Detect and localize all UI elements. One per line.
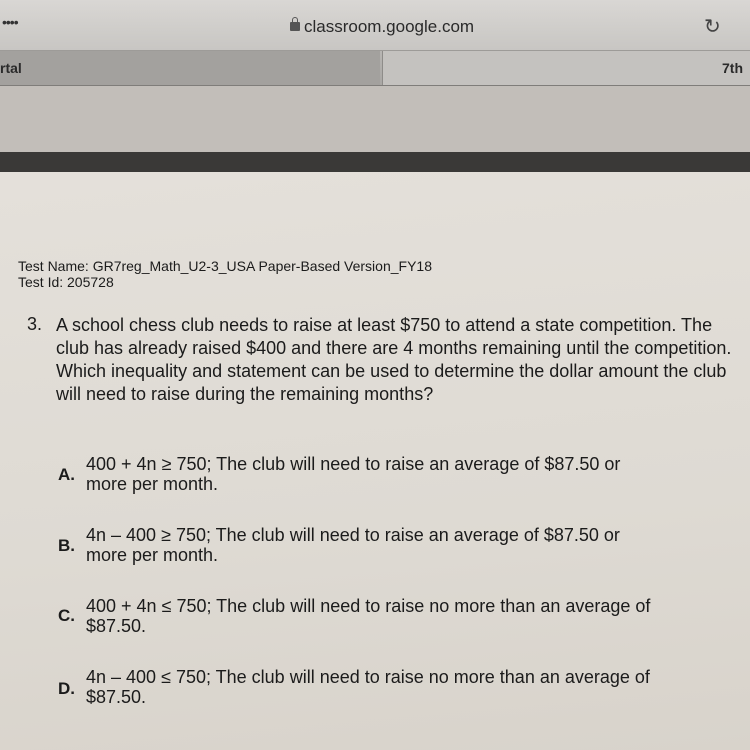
option-line2: $87.50. — [86, 616, 147, 636]
address-bar[interactable] — [290, 17, 474, 37]
option-line2: more per month. — [86, 545, 219, 565]
browser-toolbar — [0, 0, 750, 51]
reload-icon[interactable]: ↻ — [704, 16, 721, 38]
tab-portal[interactable] — [0, 51, 380, 85]
option-letter: D. — [58, 679, 75, 698]
url-text: classroom.google.com — [304, 17, 475, 36]
option-line1: 400 + 4n ≤ 750; The club will need to raise no more than an average of — [86, 596, 651, 616]
option-line2: more per month. — [86, 474, 219, 494]
test-name: Test Name: GR7reg_Math_U2-3_USA Paper-Based Version_FY18 — [18, 258, 432, 274]
document-content — [0, 172, 750, 750]
tab-bar — [0, 51, 750, 86]
page-dark-bar — [0, 152, 750, 172]
page-header-band — [0, 86, 750, 152]
tab-7th-label: 7th — [722, 60, 743, 76]
test-id: Test Id: 205728 — [18, 274, 114, 290]
option-line1: 400 + 4n ≥ 750; The club will need to raise an average of $87.50 or — [86, 454, 621, 474]
tab-7th[interactable] — [382, 51, 750, 85]
menu-dots-icon[interactable]: •••• — [2, 14, 18, 30]
option-letter: C. — [58, 606, 75, 625]
option-line1: 4n – 400 ≤ 750; The club will need to raise no more than an average of — [86, 667, 650, 687]
option-line2: $87.50. — [86, 687, 147, 707]
option-letter: A. — [58, 465, 75, 484]
lock-icon — [290, 22, 300, 31]
question-number: 3. — [27, 314, 43, 334]
tab-portal-label: rtal — [0, 60, 22, 76]
option-line1: 4n – 400 ≥ 750; The club will need to raise an average of $87.50 or — [86, 525, 620, 545]
option-letter: B. — [58, 536, 75, 555]
question-text: A school chess club needs to raise at least $750 to attend a state competition. The club has already raised $400 and there are 4 months remaining until the competition. Which inequality and statement can be used to determine the dollar amount the club will need to raise during the remaining months? — [56, 315, 732, 404]
